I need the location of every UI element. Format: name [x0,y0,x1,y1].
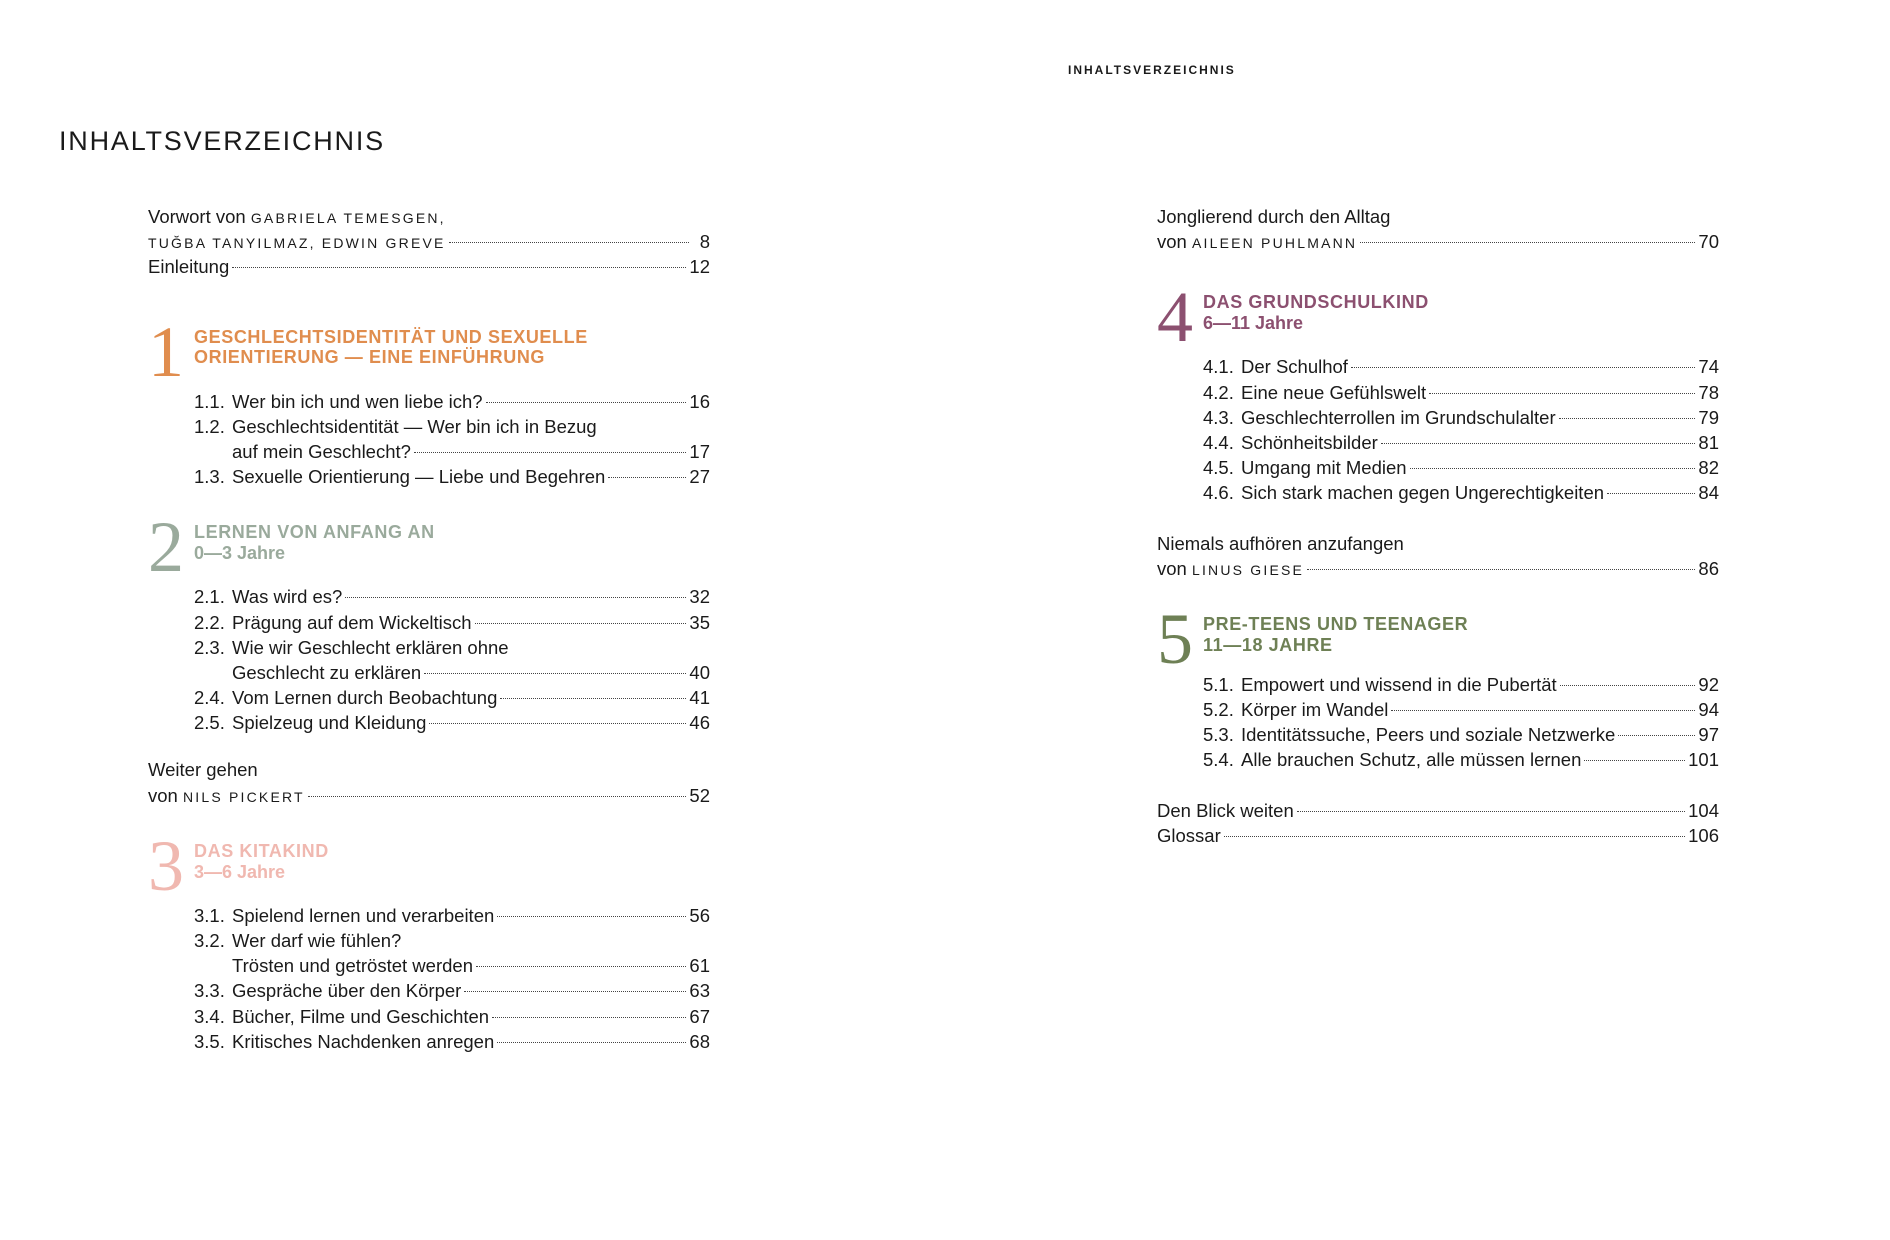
toc-entry-essay-niemals[interactable] [1157,533,1719,558]
chapter-number: 3 [148,825,184,906]
dot-leader [476,966,686,967]
dot-leader [1607,493,1695,494]
entry-title: Was wird es? [232,586,343,608]
toc-entry[interactable] [148,637,710,662]
entry-number: 3.3. [194,980,225,1002]
entry-number: 2.2. [194,611,225,633]
entry-number: 4.3. [1203,406,1234,428]
page-number: 52 [689,784,710,806]
toc-entry[interactable] [148,980,710,1005]
entry-number: 2.3. [194,636,225,658]
entry-title-cont: Trösten und getröstet werden [232,955,473,977]
entry-number: 3.4. [194,1005,225,1027]
toc-entry[interactable] [1157,674,1719,699]
dot-leader [1391,710,1695,711]
entry-title: Empowert und wissend in die Pubertät [1241,673,1557,695]
page-number: 8 [699,231,710,253]
toc-entry-vorwort-cont[interactable] [148,231,710,256]
page-number: 86 [1698,557,1719,579]
entry-title: Den Blick weiten [1157,799,1294,821]
chapter-5-heading[interactable] [1157,598,1719,679]
chapter-4-heading[interactable] [1157,277,1719,358]
essay-author: AILEEN PUHLMANN [1191,235,1358,252]
einleitung-label: Einleitung [148,256,230,278]
chapter-subtitle: 11—18 JAHRE [1203,634,1333,655]
page-number: 56 [689,904,710,926]
dot-leader [1307,569,1695,570]
entry-title: Körper im Wandel [1241,699,1389,721]
entry-title: Geschlechtsidentität — Wer bin ich in Bezug [232,415,597,437]
entry-title: Vom Lernen durch Beobachtung [232,687,498,709]
dot-leader [492,1017,686,1018]
page-number: 82 [1698,457,1719,479]
dot-leader [424,673,686,674]
dot-leader [608,477,686,478]
entry-number: 2.5. [194,712,225,734]
toc-entry[interactable] [1157,407,1719,432]
toc-entry[interactable] [148,687,710,712]
toc-entry-essay-author[interactable] [1157,558,1719,583]
dot-leader [1224,836,1685,837]
toc-entry[interactable] [148,466,710,491]
toc-entry[interactable] [148,586,710,611]
essay-by: von [148,784,178,806]
essay-by: von [1157,231,1187,253]
toc-left-column [148,206,710,1056]
entry-title: Sich stark machen gegen Ungerechtigkeiten [1241,482,1605,504]
chapter-1-heading[interactable] [148,311,710,392]
dot-leader [1560,685,1696,686]
entry-number: 1.1. [194,390,225,412]
page-number: 78 [1698,381,1719,403]
entry-title: Der Schulhof [1241,356,1348,378]
toc-entry-vorwort[interactable] [148,206,710,231]
page-number: 17 [689,440,710,462]
entry-title: Kritisches Nachdenken anregen [232,1030,495,1052]
entry-number: 2.1. [194,586,225,608]
chapter-subtitle: 3—6 Jahre [194,861,286,882]
vorwort-authors-line1: GABRIELA TEMESGEN, [250,210,446,226]
toc-entry[interactable] [148,930,710,955]
entry-title: Alle brauchen Schutz, alle müssen lernen [1241,749,1582,771]
entry-number: 4.5. [1203,457,1234,479]
toc-entry[interactable] [1157,749,1719,774]
toc-entry-essay-author[interactable] [1157,231,1719,256]
page-number: 84 [1698,482,1719,504]
entry-number: 4.4. [1203,431,1234,453]
entry-title: Schönheitsbilder [1241,431,1378,453]
entry-title: Spielzeug und Kleidung [232,712,427,734]
page-title: INHALTSVERZEICHNIS [59,126,385,156]
dot-leader [1618,735,1695,736]
dot-leader [345,597,686,598]
dot-leader [464,991,686,992]
toc-entry[interactable] [148,905,710,930]
entry-title-cont: auf mein Geschlecht? [232,440,411,462]
chapter-number: 5 [1157,598,1193,679]
dot-leader [414,452,686,453]
page-number: 46 [689,712,710,734]
dot-leader [1381,443,1696,444]
entry-title: Sexuelle Orientierung — Liebe und Begehren [232,466,606,488]
dot-leader [1297,811,1685,812]
dot-leader [1351,367,1695,368]
vorwort-authors-line2: TUĞBA TANYILMAZ, EDWIN GREVE [148,235,446,252]
page-number: 35 [689,611,710,633]
entry-number: 4.6. [1203,482,1234,504]
page-number: 61 [689,955,710,977]
entry-title: Wie wir Geschlecht erklären ohne [232,636,509,658]
entry-number: 1.3. [194,466,225,488]
toc-entry-essay-weiter-gehen[interactable] [148,759,710,784]
entry-title: Umgang mit Medien [1241,457,1407,479]
dot-leader [497,1042,686,1043]
toc-entry[interactable] [148,1006,710,1031]
page-number: 32 [689,586,710,608]
vorwort-label: Vorwort von [148,206,246,227]
page-number: 104 [1688,799,1719,821]
dot-leader [497,916,686,917]
chapter-title-line2: ORIENTIERUNG — EINE EINFÜHRUNG [194,346,546,367]
entry-title: Wer darf wie fühlen? [232,930,402,951]
entry-number: 5.2. [1203,699,1234,721]
dot-leader [232,267,686,268]
toc-entry[interactable] [1157,356,1719,381]
chapter-title-line1: GESCHLECHTSIDENTITÄT UND SEXUELLE [194,326,588,347]
dot-leader [475,623,687,624]
entry-number: 5.4. [1203,749,1234,771]
toc-entry[interactable] [1157,432,1719,457]
dot-leader [1584,760,1685,761]
chapter-3-heading[interactable] [148,825,710,906]
entry-number: 1.2. [194,415,225,437]
entry-number: 4.1. [1203,356,1234,378]
toc-entry-essay-jonglierend[interactable] [1157,206,1719,231]
entry-title: Gespräche über den Körper [232,980,462,1002]
entry-title-cont: Geschlecht zu erklären [232,661,422,683]
chapter-subtitle: 0—3 Jahre [194,543,286,564]
chapter-title: LERNEN VON ANFANG AN [194,522,435,543]
chapter-subtitle: 6—11 Jahre [1203,313,1304,334]
dot-leader [308,796,687,797]
page-number: 106 [1688,824,1719,846]
chapter-title: PRE-TEENS UND TEENAGER [1203,613,1469,634]
toc-entry[interactable] [1157,699,1719,724]
entry-number: 2.4. [194,687,225,709]
page-number: 101 [1688,749,1719,771]
dot-leader [1360,242,1695,243]
toc-entry[interactable] [148,391,710,416]
entry-number: 4.2. [1203,381,1234,403]
essay-title: Weiter gehen [148,759,258,781]
dot-leader [429,723,686,724]
page-number: 63 [689,980,710,1002]
page-number: 70 [1698,231,1719,253]
toc-entry[interactable] [148,416,710,441]
entry-title: Geschlechterrollen im Grundschulalter [1241,406,1556,428]
entry-title: Glossar [1157,824,1221,846]
toc-entry[interactable] [1157,382,1719,407]
toc-entry-einleitung[interactable] [148,256,710,281]
page-number: 68 [689,1030,710,1052]
page-number: 79 [1698,406,1719,428]
page-number: 12 [689,256,710,278]
entry-title: Wer bin ich und wen liebe ich? [232,390,483,412]
entry-title: Prägung auf dem Wickeltisch [232,611,472,633]
dot-leader [1429,393,1695,394]
toc-entry[interactable] [1157,724,1719,749]
page-number: 67 [689,1005,710,1027]
toc-entry-cont[interactable] [148,662,710,687]
toc-entry-essay-author[interactable] [148,785,710,810]
chapter-number: 2 [148,507,184,588]
entry-title: Identitätssuche, Peers und soziale Netzwerke [1241,724,1616,746]
toc-entry-cont[interactable] [148,441,710,466]
entry-number: 3.2. [194,930,225,951]
chapter-number: 4 [1157,277,1193,358]
dot-leader [486,402,687,403]
page-number: 94 [1698,699,1719,721]
entry-number: 5.3. [1203,724,1234,746]
essay-author: NILS PICKERT [182,788,305,805]
running-head: INHALTSVERZEICHNIS [1068,63,1236,77]
chapter-title: DAS GRUNDSCHULKIND [1203,292,1429,313]
essay-by: von [1157,557,1187,579]
entry-number: 3.5. [194,1030,225,1052]
chapter-title: DAS KITAKIND [194,840,329,861]
entry-title: Bücher, Filme und Geschichten [232,1005,490,1027]
entry-number: 5.1. [1203,673,1234,695]
toc-right-column [1157,206,1719,850]
toc-entry[interactable] [1157,482,1719,507]
dot-leader [1559,418,1696,419]
page-number: 41 [689,687,710,709]
dot-leader [1410,468,1696,469]
toc-entry-cont[interactable] [148,955,710,980]
entry-title: Eine neue Gefühlswelt [1241,381,1427,403]
dot-leader [500,698,686,699]
dot-leader [449,242,689,243]
page-number: 92 [1698,673,1719,695]
chapter-number: 1 [148,311,184,392]
page-number: 81 [1698,431,1719,453]
toc-entry-den-blick-weiten[interactable] [1157,800,1719,825]
toc-entry[interactable] [148,1031,710,1056]
entry-title: Spielend lernen und verarbeiten [232,904,495,926]
essay-author: LINUS GIESE [1191,561,1305,578]
toc-entry-glossar[interactable] [1157,825,1719,850]
page-number: 97 [1698,724,1719,746]
essay-title: Jonglierend durch den Alltag [1157,206,1391,227]
chapter-2-heading[interactable] [148,507,710,588]
page-number: 74 [1698,356,1719,378]
essay-title: Niemals aufhören anzufangen [1157,532,1404,554]
toc-entry[interactable] [148,712,710,737]
entry-number: 3.1. [194,904,225,926]
toc-entry[interactable] [1157,457,1719,482]
page-number: 27 [689,466,710,488]
toc-entry[interactable] [148,612,710,637]
page-number: 40 [689,661,710,683]
page-number: 16 [689,390,710,412]
